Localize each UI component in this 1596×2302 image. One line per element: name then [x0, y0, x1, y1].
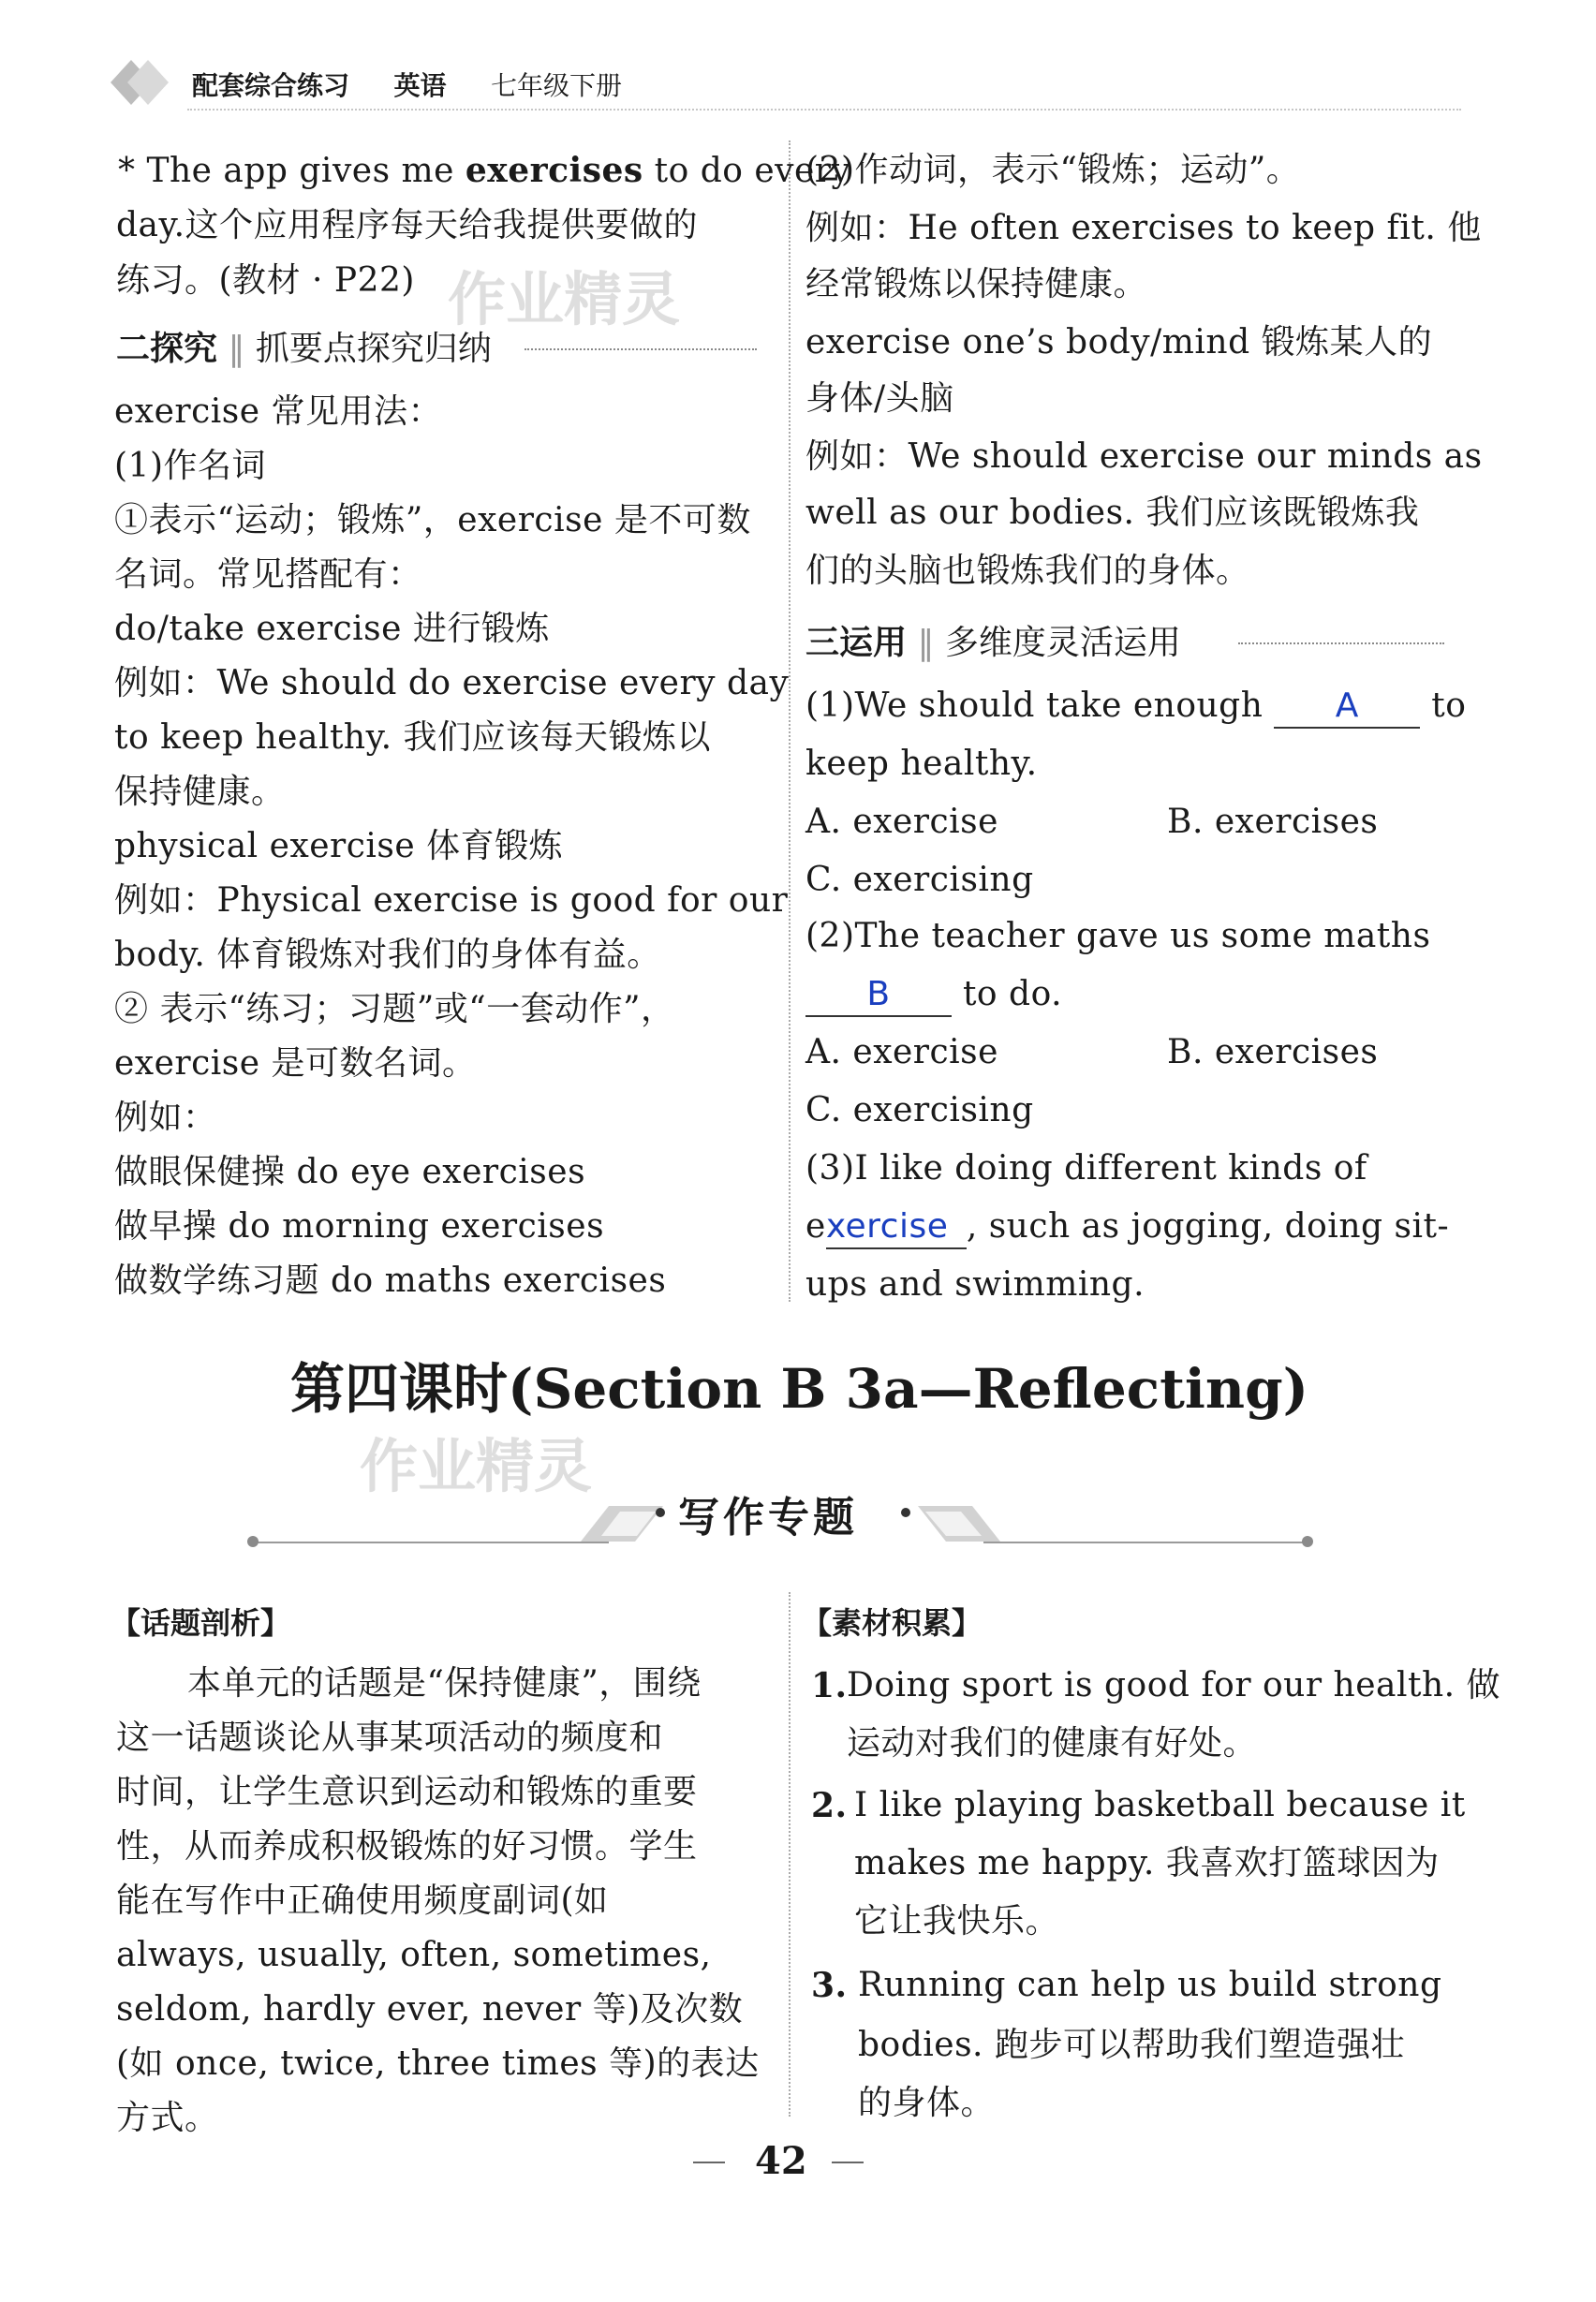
verb-usage-line: (2)作动词，表示“锻炼；运动”。 — [805, 151, 1301, 189]
lesson-title-en: (Section B 3a—Reflecting) — [508, 1357, 1309, 1421]
banner-dot-left — [247, 1536, 259, 1547]
question-3-line-2: exercise , such as jogging, doing sit- — [805, 1206, 1449, 1249]
lesson-title-cn: 第四课时 — [290, 1357, 509, 1421]
watermark-text: 作业精灵 — [448, 265, 681, 333]
question-2-answer: B — [805, 974, 952, 1017]
question-2-line-1: (2)The teacher gave us some maths — [805, 917, 1431, 955]
explore-line: 名词。常见搭配有： — [114, 555, 422, 594]
explore-line: 做数学练习题 do maths exercises — [114, 1262, 667, 1300]
page-number: 42 — [755, 2139, 807, 2183]
question-1-option-a: A. exercise — [805, 803, 998, 841]
example-sentence-line-2: day.这个应用程序每天给我提供要做的 — [116, 206, 699, 244]
question-1-option-c: C. exercising — [805, 861, 1034, 899]
header-diamond-icon — [111, 56, 172, 109]
column-divider-top — [789, 140, 791, 1302]
material-heading: 【素材积累】 — [802, 1605, 983, 1641]
column-divider-bottom — [789, 1592, 791, 2117]
explore-line: body. 体育锻炼对我们的身体有益。 — [114, 936, 661, 974]
verb-usage-line: 身体/头脑 — [805, 379, 954, 418]
banner-line-right — [983, 1542, 1308, 1543]
apply-heading: 三运用 ‖ 多维度灵活运用 — [805, 624, 1181, 662]
topic-line: 能在写作中正确使用频度副词(如 — [116, 1881, 609, 1920]
verb-usage-line: 们的头脑也锻炼我们的身体。 — [805, 552, 1250, 590]
banner-line-left — [253, 1542, 609, 1543]
banner-arrow-left-icon — [581, 1502, 665, 1545]
banner-dot-mid-left — [656, 1508, 665, 1517]
question-3-line-1: (3)I like doing different kinds of — [805, 1149, 1367, 1188]
question-2-option-b: B. exercises — [1167, 1033, 1379, 1071]
example-sentence-line-1: * The app gives me exercises to do every — [118, 151, 851, 190]
explore-line: 做眼保健操 do eye exercises — [114, 1153, 586, 1191]
material-item-number: 3. — [811, 1966, 848, 2005]
explore-line: physical exercise 体育锻炼 — [114, 827, 564, 865]
explore-line: 例如：We should do exercise every day — [114, 664, 790, 702]
banner-title: 写作专题 — [678, 1494, 858, 1542]
banner-dot-right — [1302, 1536, 1313, 1547]
question-2-option-a: A. exercise — [805, 1033, 998, 1071]
verb-usage-line: well as our bodies. 我们应该既锻炼我 — [805, 494, 1420, 532]
explore-line: exercise 常见用法： — [114, 392, 443, 431]
watermark-text-2: 作业精灵 — [360, 1432, 593, 1500]
question-1-line-2: keep healthy. — [805, 745, 1038, 783]
topic-line: 这一话题谈论从事某项活动的频度和 — [116, 1719, 664, 1757]
material-item-number: 1. — [811, 1666, 848, 1705]
verb-usage-line: 例如：We should exercise our minds as — [805, 437, 1483, 476]
explore-line: 例如： — [114, 1099, 217, 1137]
lesson-title — [290, 1345, 1308, 1424]
header-book: 配套综合练习 — [192, 70, 350, 101]
verb-usage-line: 经常锻炼以保持健康。 — [805, 265, 1148, 303]
explore-line: ①表示“运动；锻炼”，exercise 是不可数 — [114, 501, 751, 539]
banner-dot-mid-right — [901, 1508, 910, 1517]
explore-line: 例如：Physical exercise is good for our — [114, 881, 789, 920]
question-1-answer: A — [1274, 686, 1420, 729]
explore-line: 做早操 do morning exercises — [114, 1207, 605, 1246]
material-item-line: 运动对我们的健康有好处。 — [847, 1724, 1258, 1763]
explore-line: 保持健康。 — [114, 773, 286, 811]
question-2-line-2: B to do. — [805, 974, 1062, 1017]
topic-line: 性，从而养成积极锻炼的好习惯。学生 — [116, 1827, 698, 1866]
material-item-line: makes me happy. 我喜欢打篮球因为 — [854, 1844, 1440, 1882]
question-1-line-1: (1)We should take enough A to — [805, 686, 1466, 729]
topic-line: (如 once, twice, three times 等)的表达 — [116, 2044, 760, 2083]
explore-heading: 二探究 ‖ 抓要点探究归纳 — [116, 330, 492, 368]
topic-line: seldom, hardly ever, never 等)及次数 — [116, 1990, 744, 2029]
topic-line: 本单元的话题是“保持健康”，围绕 — [187, 1664, 702, 1703]
apply-heading-rule — [1238, 642, 1444, 644]
topic-line: 时间，让学生意识到运动和锻炼的重要 — [116, 1773, 698, 1811]
verb-usage-line: 例如：He often exercises to keep fit. 他 — [805, 209, 1482, 247]
topic-heading: 【话题剖析】 — [111, 1605, 291, 1641]
topic-line: 方式。 — [116, 2099, 219, 2137]
material-item-number: 2. — [811, 1786, 848, 1825]
question-3-line-3: ups and swimming. — [805, 1265, 1145, 1304]
example-sentence-line-3: 练习。(教材 · P22) — [116, 261, 415, 300]
verb-usage-line: exercise one’s body/mind 锻炼某人的 — [805, 323, 1433, 362]
header-grade: 七年级下册 — [491, 70, 623, 101]
footer-dash-left — [693, 2162, 725, 2163]
question-2-option-c: C. exercising — [805, 1091, 1034, 1129]
material-item-line: 的身体。 — [858, 2084, 996, 2122]
material-item-line: Doing sport is good for our health. 做 — [847, 1666, 1501, 1704]
material-item-line: I like playing basketball because it — [854, 1786, 1466, 1824]
footer-dash-right — [832, 2162, 864, 2163]
header-subject: 英语 — [393, 70, 447, 101]
header-rule — [187, 109, 1461, 111]
explore-line: to keep healthy. 我们应该每天锻炼以 — [114, 718, 712, 757]
question-3-answer: xercise — [826, 1206, 967, 1249]
explore-line: (1)作名词 — [114, 447, 266, 485]
explore-line: exercise 是可数名词。 — [114, 1044, 477, 1083]
explore-heading-rule — [525, 348, 757, 350]
material-item-line: 它让我快乐。 — [854, 1902, 1060, 1940]
banner-arrow-right-icon — [918, 1502, 1002, 1545]
keyword-exercises: exercises — [465, 151, 643, 190]
explore-line: ② 表示“练习；习题”或“一套动作”， — [114, 990, 675, 1028]
question-1-option-b: B. exercises — [1167, 803, 1379, 841]
topic-line: always, usually, often, sometimes, — [116, 1936, 712, 1974]
explore-line: do/take exercise 进行锻炼 — [114, 610, 550, 648]
material-item-line: Running can help us build strong — [858, 1966, 1442, 2004]
material-item-line: bodies. 跑步可以帮助我们塑造强壮 — [858, 2026, 1405, 2064]
